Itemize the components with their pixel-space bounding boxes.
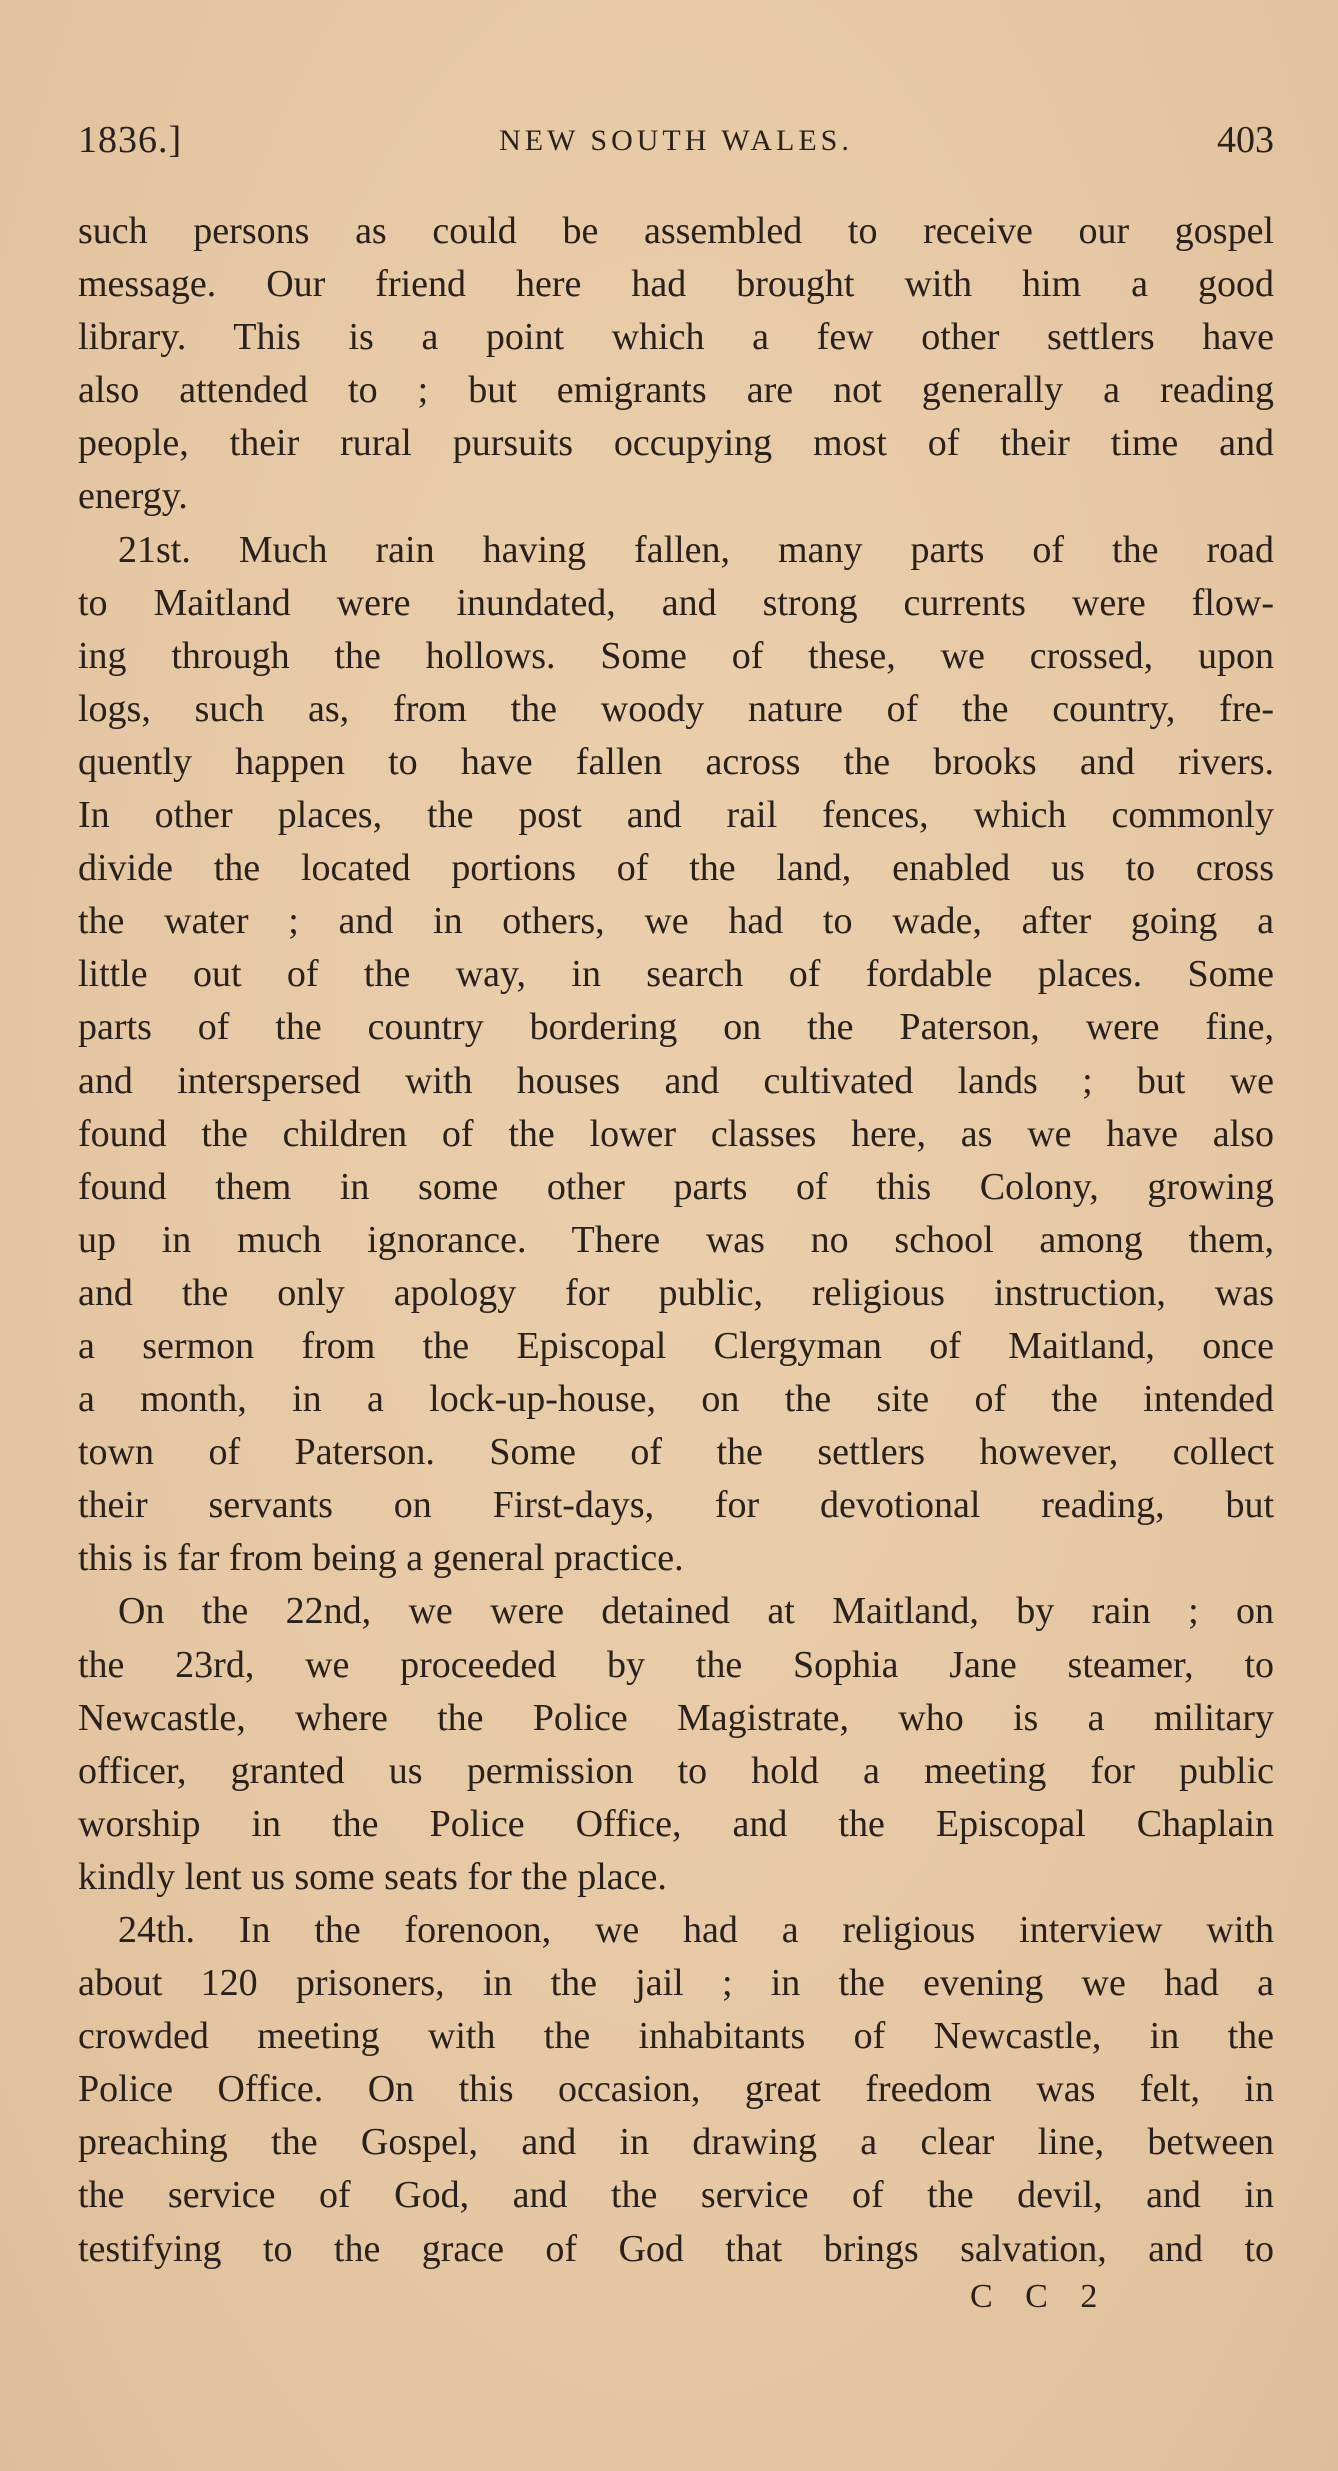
- text-line: 24th. In the forenoon, we had a religious interview with: [118, 1909, 1274, 1951]
- text-line: about 120 prisoners, in the jail ; in the evening we had a: [78, 1962, 1274, 2005]
- text-line: the 23rd, we proceeded by the Sophia Jane steamer, to: [78, 1643, 1274, 1686]
- text-line: Newcastle, where the Police Magistrate, who is a military: [78, 1696, 1274, 1739]
- text-line: people, their rural pursuits occupying most of their time and: [78, 422, 1274, 465]
- text-line: the water ; and in others, we had to wade, after going a: [78, 900, 1274, 943]
- text-line: such persons as could be assembled to receive our gospel: [78, 210, 1274, 252]
- text-line: testifying to the grace of God that brings salvation, and to: [78, 2227, 1274, 2270]
- page-header: [78, 118, 1274, 178]
- text-line: message. Our friend here had brought with him a good: [78, 263, 1274, 306]
- text-line: quently happen to have fallen across the brooks and rivers.: [78, 740, 1274, 783]
- text-line: Police Office. On this occasion, great freedom was felt, in: [78, 2068, 1274, 2111]
- text-line: found them in some other parts of this Colony, growing: [78, 1165, 1274, 1208]
- body-text: [78, 205, 1274, 2276]
- text-line: the service of God, and the service of the devil, and in: [78, 2174, 1274, 2217]
- text-line: little out of the way, in search of fordable places. Some: [78, 953, 1274, 996]
- text-line: crowded meeting with the inhabitants of Newcastle, in the: [78, 2015, 1274, 2058]
- text-line: also attended to ; but emigrants are not generally a reading: [78, 369, 1274, 412]
- header-year: 1836.]: [78, 119, 183, 161]
- running-title: NEW SOUTH WALES.: [499, 124, 853, 157]
- text-line: worship in the Police Office, and the Episcopal Chaplain: [78, 1802, 1274, 1845]
- text-line: energy.: [78, 475, 188, 518]
- text-line: On the 22nd, we were detained at Maitland, by rain ; on: [118, 1590, 1274, 1633]
- text-line: up in much ignorance. There was no school among them,: [78, 1218, 1274, 1261]
- text-line: to Maitland were inundated, and strong currents were flow-: [78, 581, 1274, 624]
- text-line: ing through the hollows. Some of these, we crossed, upon: [78, 634, 1274, 677]
- text-line: officer, granted us permission to hold a meeting for public: [78, 1749, 1274, 1792]
- text-line: a sermon from the Episcopal Clergyman of Maitland, once: [78, 1324, 1274, 1367]
- text-line: kindly lent us some seats for the place.: [78, 1855, 667, 1898]
- text-line: In other places, the post and rail fences, which commonly: [78, 794, 1274, 837]
- text-line: 21st. Much rain having fallen, many parts of the road: [118, 528, 1274, 571]
- signature-mark: C C 2: [970, 2278, 1110, 2315]
- text-line: logs, such as, from the woody nature of the country, fre-: [78, 687, 1274, 730]
- text-line: divide the located portions of the land, enabled us to cross: [78, 847, 1274, 890]
- text-line: their servants on First-days, for devotional reading, but: [78, 1484, 1274, 1527]
- text-line: and interspersed with houses and cultivated lands ; but we: [78, 1059, 1274, 1102]
- text-line: this is far from being a general practice.: [78, 1537, 684, 1580]
- text-line: parts of the country bordering on the Paterson, were fine,: [78, 1006, 1274, 1049]
- text-line: found the children of the lower classes here, as we have also: [78, 1112, 1274, 1155]
- text-line: town of Paterson. Some of the settlers however, collect: [78, 1431, 1274, 1474]
- page-number: 403: [1217, 119, 1274, 161]
- text-line: and the only apology for public, religious instruction, was: [78, 1271, 1274, 1314]
- text-line: library. This is a point which a few other settlers have: [78, 316, 1274, 359]
- text-line: a month, in a lock-up-house, on the site of the intended: [78, 1378, 1274, 1421]
- text-line: preaching the Gospel, and in drawing a clear line, between: [78, 2121, 1274, 2164]
